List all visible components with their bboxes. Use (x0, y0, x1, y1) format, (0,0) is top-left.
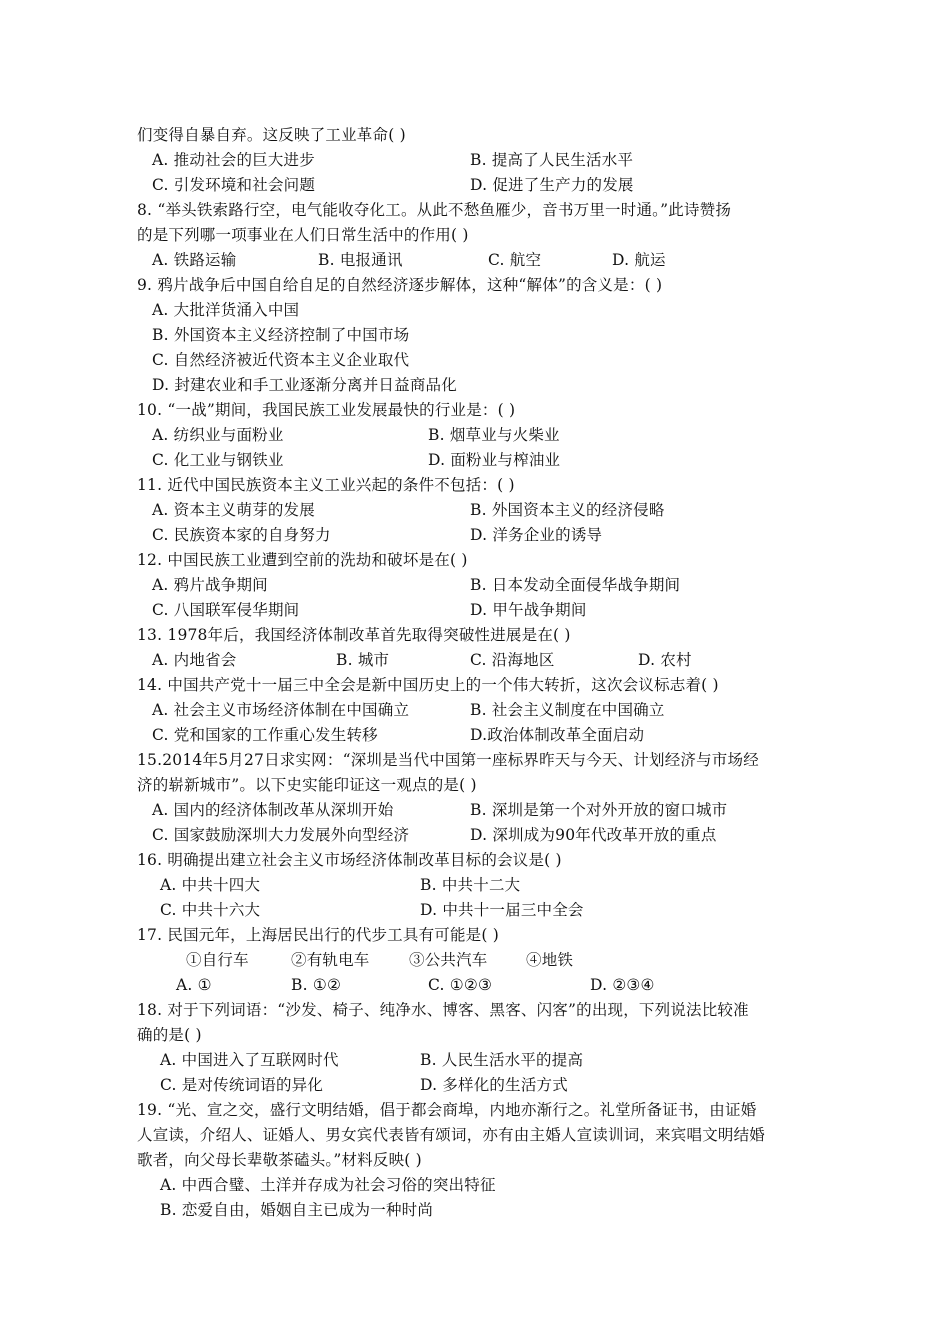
question-18-stem: 18. 对于下列词语：“沙发、椅子、纯净水、博客、黑客、闪客”的出现，下列说法比较准 (137, 1001, 749, 1019)
option-19b: B. 恋爱自由，婚姻自主已成为一种时尚 (160, 1201, 434, 1219)
option-16c: C. 中共十六大 (160, 901, 261, 919)
option-7a: A. 推动社会的巨大进步 (152, 151, 315, 169)
option-15b: B. 深圳是第一个对外开放的窗口城市 (470, 801, 728, 819)
option-18b: B. 人民生活水平的提高 (420, 1051, 584, 1069)
option-18d: D. 多样化的生活方式 (420, 1076, 568, 1094)
item-17-4: ④地铁 (526, 951, 574, 969)
option-13c: C. 沿海地区 (470, 651, 555, 669)
question-15-stem: 15.2014年5月27日求实网：“深圳是当代中国第一座标界昨天与今天、计划经济与市场经 (137, 751, 759, 769)
option-14d: D.政治体制改革全面启动 (470, 726, 645, 744)
option-14c: C. 党和国家的工作重心发生转移 (152, 726, 378, 744)
question-19-stem-cont2: 歌者，向父母长辈敬茶磕头。”材料反映( ) (137, 1151, 422, 1169)
option-18c: C. 是对传统词语的异化 (160, 1076, 324, 1094)
question-13-stem: 13. 1978年后，我国经济体制改革首先取得突破性进展是在( ) (137, 626, 571, 644)
question-8-stem: 8. “举头铁索路行空，电气能收夺化工。从此不愁鱼雁少，音书万里一时通。”此诗赞扬 (137, 201, 732, 219)
question-11-stem: 11. 近代中国民族资本主义工业兴起的条件不包括：( ) (137, 476, 515, 494)
option-18a: A. 中国进入了互联网时代 (160, 1051, 339, 1069)
option-8a: A. 铁路运输 (152, 251, 237, 269)
question-15-stem-cont: 济的崭新城市”。以下史实能印证这一观点的是( ) (137, 776, 477, 794)
option-8d: D. 航运 (612, 251, 666, 269)
option-12b: B. 日本发动全面侵华战争期间 (470, 576, 681, 594)
option-9a: A. 大批洋货涌入中国 (152, 301, 300, 319)
option-19a: A. 中西合璧、土洋并存成为社会习俗的突出特征 (160, 1176, 496, 1194)
option-11d: D. 洋务企业的诱导 (470, 526, 603, 544)
option-17c: C. ①②③ (428, 976, 493, 994)
option-8c: C. 航空 (488, 251, 542, 269)
item-17-1: ①自行车 (186, 951, 249, 969)
question-7-stem-end: 们变得自暴自弃。这反映了工业革命( ) (137, 126, 406, 144)
question-17-stem: 17. 民国元年，上海居民出行的代步工具有可能是( ) (137, 926, 499, 944)
question-12-stem: 12. 中国民族工业遭到空前的洗劫和破坏是在( ) (137, 551, 468, 569)
option-17d: D. ②③④ (590, 976, 655, 994)
option-14a: A. 社会主义市场经济体制在中国确立 (152, 701, 410, 719)
option-15d: D. 深圳成为90年代改革开放的重点 (470, 826, 717, 844)
option-10a: A. 纺织业与面粉业 (152, 426, 284, 444)
question-8-stem-cont: 的是下列哪一项事业在人们日常生活中的作用( ) (137, 226, 469, 244)
option-17a: A. ① (176, 976, 212, 994)
option-7d: D. 促进了生产力的发展 (470, 176, 634, 194)
option-12c: C. 八国联军侵华期间 (152, 601, 300, 619)
option-16d: D. 中共十一届三中全会 (420, 901, 584, 919)
option-7c: C. 引发环境和社会问题 (152, 176, 316, 194)
item-17-2: ②有轨电车 (291, 951, 370, 969)
option-10d: D. 面粉业与榨油业 (428, 451, 561, 469)
option-16a: A. 中共十四大 (160, 876, 261, 894)
option-17b: B. ①② (291, 976, 342, 994)
option-9d: D. 封建农业和手工业逐渐分离并日益商品化 (152, 376, 457, 394)
question-18-stem-cont: 确的是( ) (137, 1026, 202, 1044)
question-14-stem: 14. 中国共产党十一届三中全会是新中国历史上的一个伟大转折，这次会议标志着( ) (137, 676, 719, 694)
option-9c: C. 自然经济被近代资本主义企业取代 (152, 351, 410, 369)
option-11a: A. 资本主义萌芽的发展 (152, 501, 315, 519)
option-14b: B. 社会主义制度在中国确立 (470, 701, 665, 719)
option-13d: D. 农村 (638, 651, 692, 669)
option-10b: B. 烟草业与火柴业 (428, 426, 560, 444)
option-15c: C. 国家鼓励深圳大力发展外向型经济 (152, 826, 410, 844)
question-16-stem: 16. 明确提出建立社会主义市场经济体制改革目标的会议是( ) (137, 851, 562, 869)
option-13b: B. 城市 (336, 651, 390, 669)
option-9b: B. 外国资本主义经济控制了中国市场 (152, 326, 410, 344)
question-19-stem: 19. “光、宣之交，盛行文明结婚，倡于都会商埠，内地亦渐行之。礼堂所备证书，由证婚 (137, 1101, 757, 1119)
item-17-3: ③公共汽车 (409, 951, 488, 969)
option-11b: B. 外国资本主义的经济侵略 (470, 501, 665, 519)
option-13a: A. 内地省会 (152, 651, 237, 669)
option-10c: C. 化工业与钢铁业 (152, 451, 284, 469)
question-9-stem: 9. 鸦片战争后中国自给自足的自然经济逐步解体，这种“解体”的含义是：( ) (137, 276, 663, 294)
option-16b: B. 中共十二大 (420, 876, 521, 894)
option-7b: B. 提高了人民生活水平 (470, 151, 634, 169)
option-12a: A. 鸦片战争期间 (152, 576, 268, 594)
option-11c: C. 民族资本家的自身努力 (152, 526, 331, 544)
option-8b: B. 电报通讯 (318, 251, 403, 269)
option-12d: D. 甲午战争期间 (470, 601, 587, 619)
question-19-stem-cont: 人宣读，介绍人、证婚人、男女宾代表皆有颂词，亦有由主婚人宣读训词，来宾唱文明结婚 (137, 1126, 766, 1144)
option-15a: A. 国内的经济体制改革从深圳开始 (152, 801, 394, 819)
question-10-stem: 10. “一战”期间，我国民族工业发展最快的行业是：( ) (137, 401, 516, 419)
